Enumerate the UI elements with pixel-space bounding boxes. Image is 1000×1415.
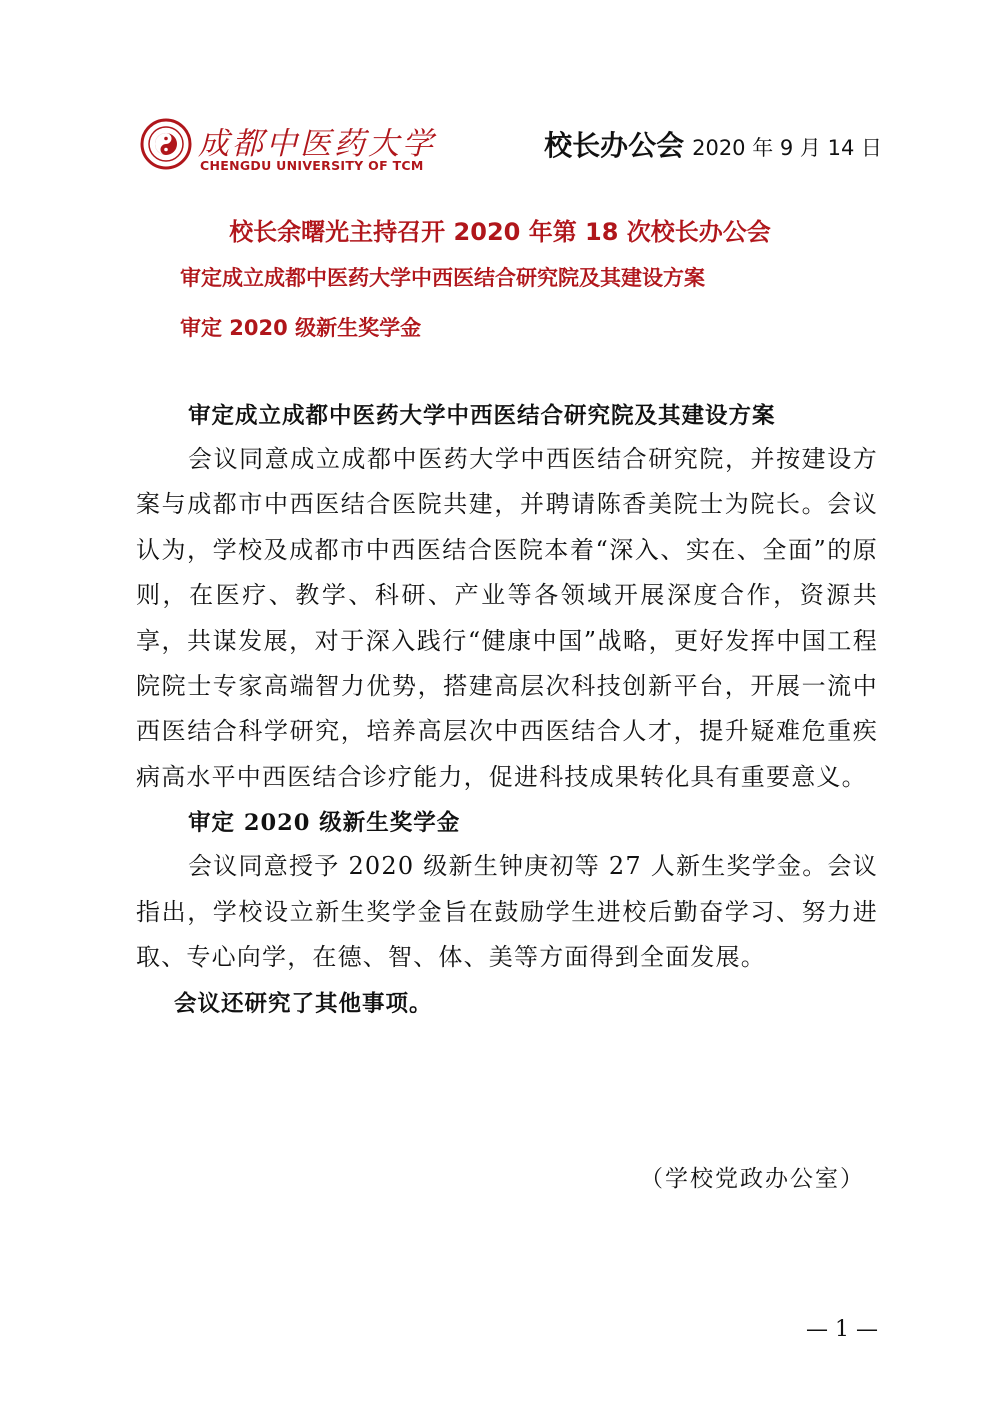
- news-headline: 校长余曙光主持召开 2020 年第 18 次校长办公会: [229, 218, 771, 246]
- document-header: [544, 124, 882, 164]
- issuing-office: （学校党政办公室）: [640, 1166, 865, 1192]
- university-logo: [140, 118, 436, 178]
- meeting-date: 2020 年 9 月 14 日: [692, 136, 882, 160]
- summary-item-2: 审定 2020 级新生奖学金: [180, 316, 422, 340]
- logo-name-en: CHENGDU UNIVERSITY OF TCM: [200, 158, 424, 173]
- university-emblem-icon: [140, 118, 192, 170]
- document-body: [136, 395, 878, 1028]
- page-number: — 1 —: [806, 1317, 878, 1342]
- meeting-name: 校长办公会: [544, 129, 685, 162]
- section-paragraph-scholarship: 会议同意授予 2020 级新生钟庚初等 27 人新生奖学金。会议指出，学校设立新生奖学金旨在鼓励学生进校后勤奋学习、努力进取、专心向学，在德、智、体、美等方面得到全面发展。: [136, 852, 878, 972]
- logo-name-cn: 成都中医药大学: [198, 126, 436, 162]
- section-title-scholarship: 审定 2020 级新生奖学金: [188, 810, 461, 837]
- section-paragraph-institute: 会议同意成立成都中医药大学中西医结合研究院，并按建设方案与成都市中西医结合医院共建，并聘请陈香美院士为院长。会议认为，学校及成都市中西医结合医院本着“深入、实在、全面”的原则，在医疗、教学、科研、产业等各领域开展深度合作，资源共享，共谋发展，对于深入践行“健康中国”战略，更好发挥中国工程院院士专家高端智力优势，搭建高层次科技创新平台，开展一流中西医结合科学研究，培养高层次中西医结合人才，提升疑难危重疾病高水平中西医结合诊疗能力，促进科技成果转化具有重要意义。: [136, 445, 878, 791]
- summary-item-1: 审定成立成都中医药大学中西医结合研究院及其建设方案: [180, 266, 705, 290]
- closing-remark: 会议还研究了其他事项。: [174, 991, 433, 1018]
- section-title-institute: 审定成立成都中医药大学中西医结合研究院及其建设方案: [188, 403, 776, 429]
